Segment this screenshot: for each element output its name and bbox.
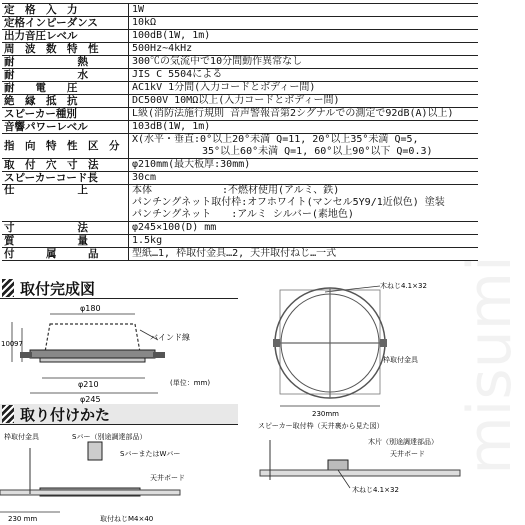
spec-row [2, 121, 478, 134]
spec-label: 指 向 特 性 区 分 [2, 134, 129, 159]
spec-value: L級(消防法施行規則 音声警報音第2シグナルでの測定で92dB(A)以上) [129, 108, 479, 121]
install-drawing-right [240, 428, 480, 525]
spec-value: 本体 :不燃材使用(アルミ、鉄) パンチングネット取付枠:オフホワイト(マンセル5Y9/1近似色) 塗装 パンチングネット :アルミ シルバー(素地色) [129, 185, 479, 222]
spec-row [2, 4, 478, 17]
spec-value: 1.5kg [129, 235, 479, 248]
section-install-view-title: 取付完成図 [20, 279, 96, 298]
spec-value: φ210mm(最大板厚:30mm) [129, 159, 479, 172]
spec-row [2, 69, 478, 82]
spec-row [2, 185, 478, 222]
spec-row [2, 248, 478, 261]
frame-bracket-label: 枠取付金具 [383, 356, 418, 364]
section-install-view [0, 278, 238, 299]
stripe-icon [2, 405, 14, 423]
spec-label: 付 属 品 [2, 248, 129, 261]
dim-97-label: 97 [14, 340, 23, 348]
ceiling-board-label: 天井ボード [150, 474, 185, 482]
watermark: misumi [454, 255, 525, 475]
spec-value: 30cm [129, 172, 479, 185]
spec-label: スピーカーコード長 [2, 172, 129, 185]
spec-label: 周 波 数 特 性 [2, 43, 129, 56]
spec-value: AC1kV 1分間(入力コードとボディー間) [129, 82, 479, 95]
spec-label: スピーカー種別 [2, 108, 129, 121]
wood-screw2-label: 木ねじ4.1×32 [352, 486, 399, 494]
s-or-w-bar-label: SバーまたはWバー [120, 450, 181, 458]
spec-row [2, 56, 478, 69]
spec-value: JIS C 5504による [129, 69, 479, 82]
spec-value: φ245×100(D) mm [129, 222, 479, 235]
spec-row [2, 222, 478, 235]
spec-value: 300℃の気流中で10分間動作異常なし [129, 56, 479, 69]
unit-label: (単位：mm) [170, 379, 211, 387]
spec-value: 500Hz~4kHz [129, 43, 479, 56]
spec-row [2, 235, 478, 248]
side-section-drawing [0, 300, 240, 405]
spec-value: 100dB(1W, 1m) [129, 30, 479, 43]
bottom-230-label: 230 mm [8, 515, 38, 523]
spec-label: 仕 上 [2, 185, 129, 222]
spec-row [2, 134, 478, 159]
spec-table [2, 3, 478, 261]
speaker-frame-caption: スピーカー取付枠（天井裏から見た図） [258, 422, 384, 430]
install-drawing-left [0, 428, 240, 525]
spec-label: 耐 水 [2, 69, 129, 82]
spec-label: 寸 法 [2, 222, 129, 235]
dim-180-label: φ180 [80, 304, 101, 313]
dim-210-label: φ210 [78, 380, 99, 389]
spec-row [2, 82, 478, 95]
bottom-frame-bracket-label: 枠取付金具 [4, 433, 39, 441]
s-bar-label: Sバー（別途調達部品） [72, 433, 147, 441]
spec-row [2, 108, 478, 121]
spec-value: DC500V 10MΩ以上(入力コードとボディー間) [129, 95, 479, 108]
spec-value: 10kΩ [129, 17, 479, 30]
spec-label: 質 量 [2, 235, 129, 248]
dim-245-label: φ245 [80, 395, 101, 404]
spec-label: 出力音圧レベル [2, 30, 129, 43]
dim-230-label: 230mm [312, 410, 339, 418]
timber-sub-label: 天井ボード [390, 450, 425, 458]
frame-screw-label: 取付ねじM4×40 [100, 515, 154, 523]
spec-label: 定格インピーダンス [2, 17, 129, 30]
spec-value: 型紙…1, 枠取付金具…2, 天井取付ねじ…一式 [129, 248, 479, 261]
spec-row [2, 95, 478, 108]
spec-value: X(水平・垂直:0°以上20°未満 Q=11, 20°以上35°未満 Q=5, 35°以上60°未満 Q=1, 60°以上90°以下 Q=0.3) [129, 134, 479, 159]
section-how-to-install [0, 404, 238, 425]
spec-row [2, 159, 478, 172]
spec-label: 耐 電 圧 [2, 82, 129, 95]
spec-label: 取 付 穴 寸 法 [2, 159, 129, 172]
section-how-to-install-title: 取り付けかた [20, 405, 111, 424]
frame-top-view [240, 278, 480, 430]
spec-label: 定 格 入 力 [2, 4, 129, 17]
timber-label: 木片（別途調達部品） [368, 438, 438, 446]
spec-row [2, 17, 478, 30]
spec-row [2, 172, 478, 185]
spec-row [2, 43, 478, 56]
spec-row [2, 30, 478, 43]
spec-label: 音響パワーレベル [2, 121, 129, 134]
spec-value: 1W [129, 4, 479, 17]
binding-wire-label: バインド線 [150, 333, 190, 342]
spec-value: 103dB(1W, 1m) [129, 121, 479, 134]
stripe-icon [2, 279, 14, 297]
spec-label: 耐 熱 [2, 56, 129, 69]
spec-label: 絶 縁 抵 抗 [2, 95, 129, 108]
wood-screw-label: 木ねじ4.1×32 [380, 282, 427, 290]
dim-100-label: 100 [1, 340, 15, 348]
